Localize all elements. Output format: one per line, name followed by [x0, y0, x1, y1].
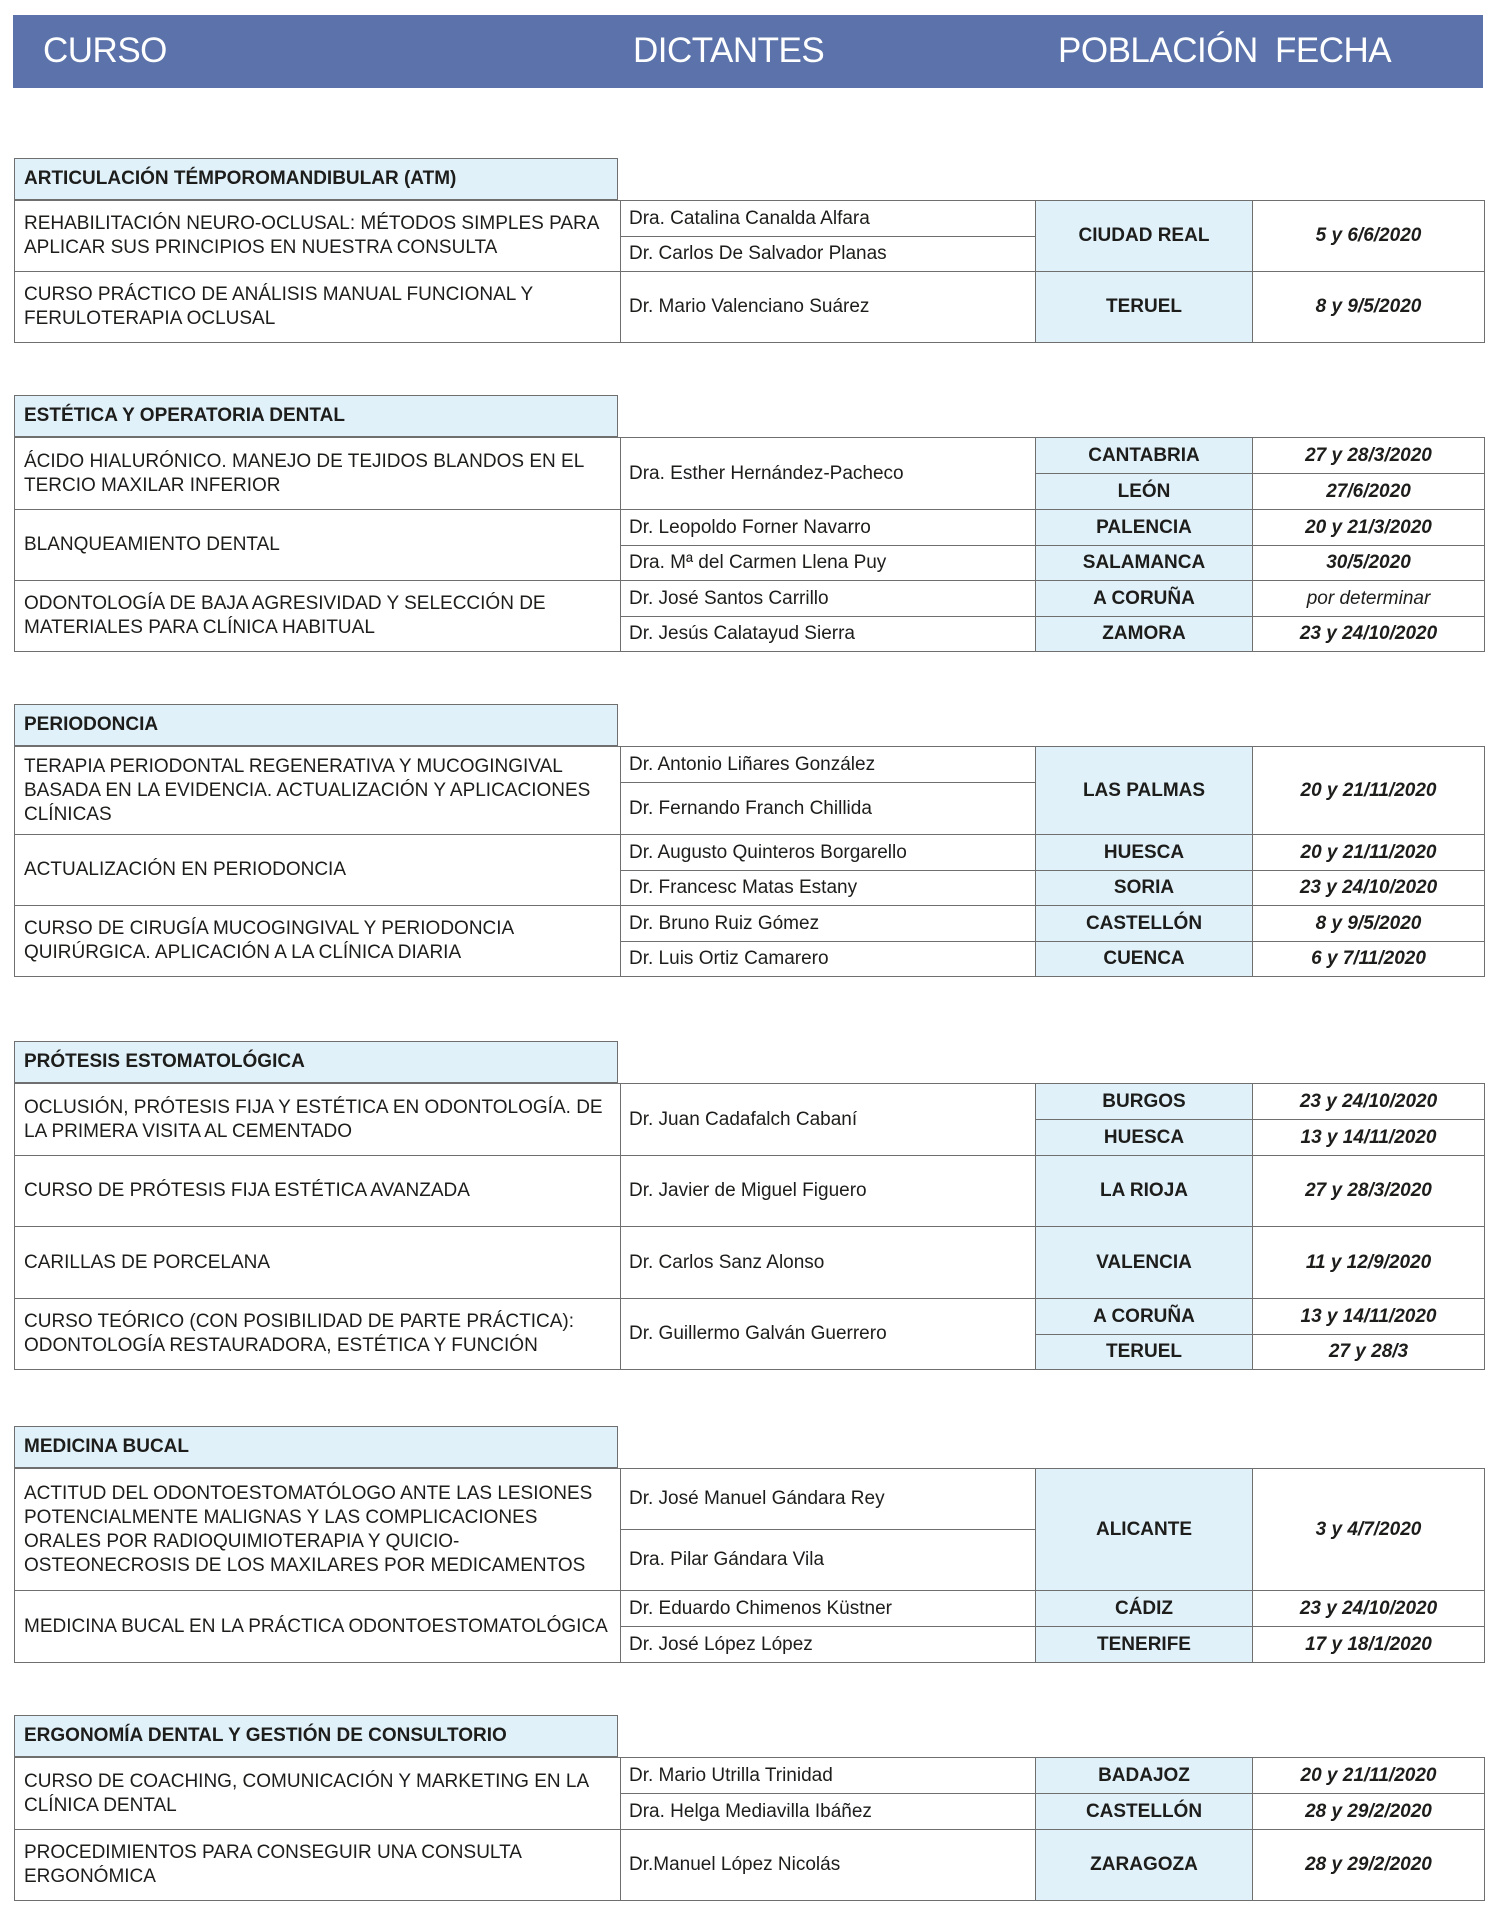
date: por determinar: [1253, 581, 1485, 617]
date: 13 y 14/11/2020: [1253, 1120, 1485, 1156]
course-table: [14, 200, 1485, 343]
date: 27/6/2020: [1253, 474, 1485, 510]
date: 27 y 28/3/2020: [1253, 1156, 1485, 1227]
speaker: Dr.Manuel López Nicolás: [621, 1830, 1036, 1901]
course-title: TERAPIA PERIODONTAL REGENERATIVA Y MUCOGINGIVAL BASADA EN LA EVIDENCIA. ACTUALIZACIÓN Y APLICACIONES CLÍNICAS: [15, 747, 621, 835]
course-table: [14, 746, 1485, 977]
table-row: [15, 272, 1485, 343]
speaker: Dra. Esther Hernández-Pacheco: [621, 438, 1036, 510]
header-fecha: FECHA: [1275, 31, 1392, 70]
location: CÁDIZ: [1036, 1591, 1253, 1627]
course-title: REHABILITACIÓN NEURO-OCLUSAL: MÉTODOS SIMPLES PARA APLICAR SUS PRINCIPIOS EN NUESTRA CONSULTA: [15, 201, 621, 272]
table-row: [15, 201, 1485, 237]
speaker: Dr. Bruno Ruiz Gómez: [621, 906, 1036, 942]
location: HUESCA: [1036, 835, 1253, 871]
course-title: PROCEDIMIENTOS PARA CONSEGUIR UNA CONSULTA ERGONÓMICA: [15, 1830, 621, 1901]
location: LAS PALMAS: [1036, 747, 1253, 835]
section-title: PRÓTESIS ESTOMATOLÓGICA: [14, 1041, 618, 1083]
table-row: [15, 1591, 1485, 1627]
section-title: PERIODONCIA: [14, 704, 618, 746]
location: TERUEL: [1036, 272, 1253, 343]
speaker: Dr. Mario Valenciano Suárez: [621, 272, 1036, 343]
course-title: BLANQUEAMIENTO DENTAL: [15, 510, 621, 581]
table-row: [15, 510, 1485, 546]
table-row: [15, 438, 1485, 474]
location: BURGOS: [1036, 1084, 1253, 1120]
table-row: [15, 1156, 1485, 1227]
header-poblacion: POBLACIÓN: [1058, 31, 1258, 70]
speaker: Dr. Augusto Quinteros Borgarello: [621, 835, 1036, 871]
section-title: ERGONOMÍA DENTAL Y GESTIÓN DE CONSULTORIO: [14, 1715, 618, 1757]
course-table: [14, 1757, 1485, 1901]
course-title: CURSO TEÓRICO (CON POSIBILIDAD DE PARTE PRÁCTICA): ODONTOLOGÍA RESTAURADORA, ESTÉTICA Y FUNCIÓN: [15, 1299, 621, 1370]
date: 13 y 14/11/2020: [1253, 1299, 1485, 1335]
location: ZARAGOZA: [1036, 1830, 1253, 1901]
course-title: CURSO PRÁCTICO DE ANÁLISIS MANUAL FUNCIONAL Y FERULOTERAPIA OCLUSAL: [15, 272, 621, 343]
table-row: [15, 1830, 1485, 1901]
date: 28 y 29/2/2020: [1253, 1830, 1485, 1901]
course-title: CURSO DE PRÓTESIS FIJA ESTÉTICA AVANZADA: [15, 1156, 621, 1227]
location: CANTABRIA: [1036, 438, 1253, 474]
course-title: OCLUSIÓN, PRÓTESIS FIJA Y ESTÉTICA EN ODONTOLOGÍA. DE LA PRIMERA VISITA AL CEMENTADO: [15, 1084, 621, 1156]
course-title: CURSO DE CIRUGÍA MUCOGINGIVAL Y PERIODONCIA QUIRÚRGICA. APLICACIÓN A LA CLÍNICA DIARIA: [15, 906, 621, 977]
location: TERUEL: [1036, 1335, 1253, 1370]
table-row: [15, 1758, 1485, 1794]
course-title: CURSO DE COACHING, COMUNICACIÓN Y MARKETING EN LA CLÍNICA DENTAL: [15, 1758, 621, 1830]
speaker: Dr. Javier de Miguel Figuero: [621, 1156, 1036, 1227]
course-title: CARILLAS DE PORCELANA: [15, 1227, 621, 1299]
column-header-bar: [13, 15, 1483, 88]
location: CASTELLÓN: [1036, 906, 1253, 942]
course-title: MEDICINA BUCAL EN LA PRÁCTICA ODONTOESTOMATOLÓGICA: [15, 1591, 621, 1663]
date: 20 y 21/3/2020: [1253, 510, 1485, 546]
course-title: ACTUALIZACIÓN EN PERIODONCIA: [15, 835, 621, 906]
table-row: [15, 1299, 1485, 1335]
date: 8 y 9/5/2020: [1253, 272, 1485, 343]
date: 11 y 12/9/2020: [1253, 1227, 1485, 1299]
date: 3 y 4/7/2020: [1253, 1469, 1485, 1591]
speaker: Dr. Carlos De Salvador Planas: [621, 237, 1036, 272]
speaker: Dr. Antonio Liñares González: [621, 747, 1036, 783]
speaker: Dr. Fernando Franch Chillida: [621, 783, 1036, 835]
location: TENERIFE: [1036, 1627, 1253, 1663]
table-row: [15, 747, 1485, 783]
speaker: Dra. Pilar Gándara Vila: [621, 1530, 1036, 1591]
speaker: Dr. Leopoldo Forner Navarro: [621, 510, 1036, 546]
course-title: ODONTOLOGÍA DE BAJA AGRESIVIDAD Y SELECCIÓN DE MATERIALES PARA CLÍNICA HABITUAL: [15, 581, 621, 652]
section-title: ESTÉTICA Y OPERATORIA DENTAL: [14, 395, 618, 437]
date: 27 y 28/3: [1253, 1335, 1485, 1370]
table-row: [15, 1084, 1485, 1120]
date: 23 y 24/10/2020: [1253, 871, 1485, 906]
date: 30/5/2020: [1253, 546, 1485, 581]
date: 20 y 21/11/2020: [1253, 1758, 1485, 1794]
date: 20 y 21/11/2020: [1253, 835, 1485, 871]
date: 23 y 24/10/2020: [1253, 1591, 1485, 1627]
date: 5 y 6/6/2020: [1253, 201, 1485, 272]
table-row: [15, 835, 1485, 871]
course-table: [14, 1468, 1485, 1663]
location: SALAMANCA: [1036, 546, 1253, 581]
section-title: ARTICULACIÓN TÉMPOROMANDIBULAR (ATM): [14, 158, 618, 200]
course-table: [14, 1083, 1485, 1370]
speaker: Dr. José Santos Carrillo: [621, 581, 1036, 617]
speaker: Dr. Juan Cadafalch Cabaní: [621, 1084, 1036, 1156]
speaker: Dr. José López López: [621, 1627, 1036, 1663]
location: SORIA: [1036, 871, 1253, 906]
table-row: [15, 906, 1485, 942]
course-title: ACTITUD DEL ODONTOESTOMATÓLOGO ANTE LAS LESIONES POTENCIALMENTE MALIGNAS Y LAS COMPLICACIONES ORALES POR RADIOQUIMIOTERAPIA Y QUICIO-OSTEONECROSIS DE LOS MAXILARES POR MEDICAMENTOS: [15, 1469, 621, 1591]
speaker: Dr. Eduardo Chimenos Küstner: [621, 1591, 1036, 1627]
location: ZAMORA: [1036, 617, 1253, 652]
date: 23 y 24/10/2020: [1253, 1084, 1485, 1120]
location: VALENCIA: [1036, 1227, 1253, 1299]
table-row: [15, 1469, 1485, 1530]
speaker: Dr. Guillermo Galván Guerrero: [621, 1299, 1036, 1370]
speaker: Dr. Mario Utrilla Trinidad: [621, 1758, 1036, 1794]
speaker: Dr. Jesús Calatayud Sierra: [621, 617, 1036, 652]
speaker: Dr. Francesc Matas Estany: [621, 871, 1036, 906]
speaker: Dra. Helga Mediavilla Ibáñez: [621, 1794, 1036, 1830]
location: CIUDAD REAL: [1036, 201, 1253, 272]
speaker: Dr. Luis Ortiz Camarero: [621, 942, 1036, 977]
location: A CORUÑA: [1036, 1299, 1253, 1335]
table-row: [15, 581, 1485, 617]
location: PALENCIA: [1036, 510, 1253, 546]
location: A CORUÑA: [1036, 581, 1253, 617]
speaker: Dra. Catalina Canalda Alfara: [621, 201, 1036, 237]
date: 23 y 24/10/2020: [1253, 617, 1485, 652]
header-dictantes: DICTANTES: [633, 31, 825, 70]
table-row: [15, 1227, 1485, 1299]
course-table: [14, 437, 1485, 652]
date: 17 y 18/1/2020: [1253, 1627, 1485, 1663]
location: ALICANTE: [1036, 1469, 1253, 1591]
speaker: Dra. Mª del Carmen Llena Puy: [621, 546, 1036, 581]
location: CUENCA: [1036, 942, 1253, 977]
date: 20 y 21/11/2020: [1253, 747, 1485, 835]
location: CASTELLÓN: [1036, 1794, 1253, 1830]
speaker: Dr. Carlos Sanz Alonso: [621, 1227, 1036, 1299]
location: LA RIOJA: [1036, 1156, 1253, 1227]
location: BADAJOZ: [1036, 1758, 1253, 1794]
section-title: MEDICINA BUCAL: [14, 1426, 618, 1468]
speaker: Dr. José Manuel Gándara Rey: [621, 1469, 1036, 1530]
header-curso: CURSO: [43, 31, 167, 70]
date: 6 y 7/11/2020: [1253, 942, 1485, 977]
date: 28 y 29/2/2020: [1253, 1794, 1485, 1830]
location: HUESCA: [1036, 1120, 1253, 1156]
location: LEÓN: [1036, 474, 1253, 510]
course-title: ÁCIDO HIALURÓNICO. MANEJO DE TEJIDOS BLANDOS EN EL TERCIO MAXILAR INFERIOR: [15, 438, 621, 510]
date: 27 y 28/3/2020: [1253, 438, 1485, 474]
date: 8 y 9/5/2020: [1253, 906, 1485, 942]
